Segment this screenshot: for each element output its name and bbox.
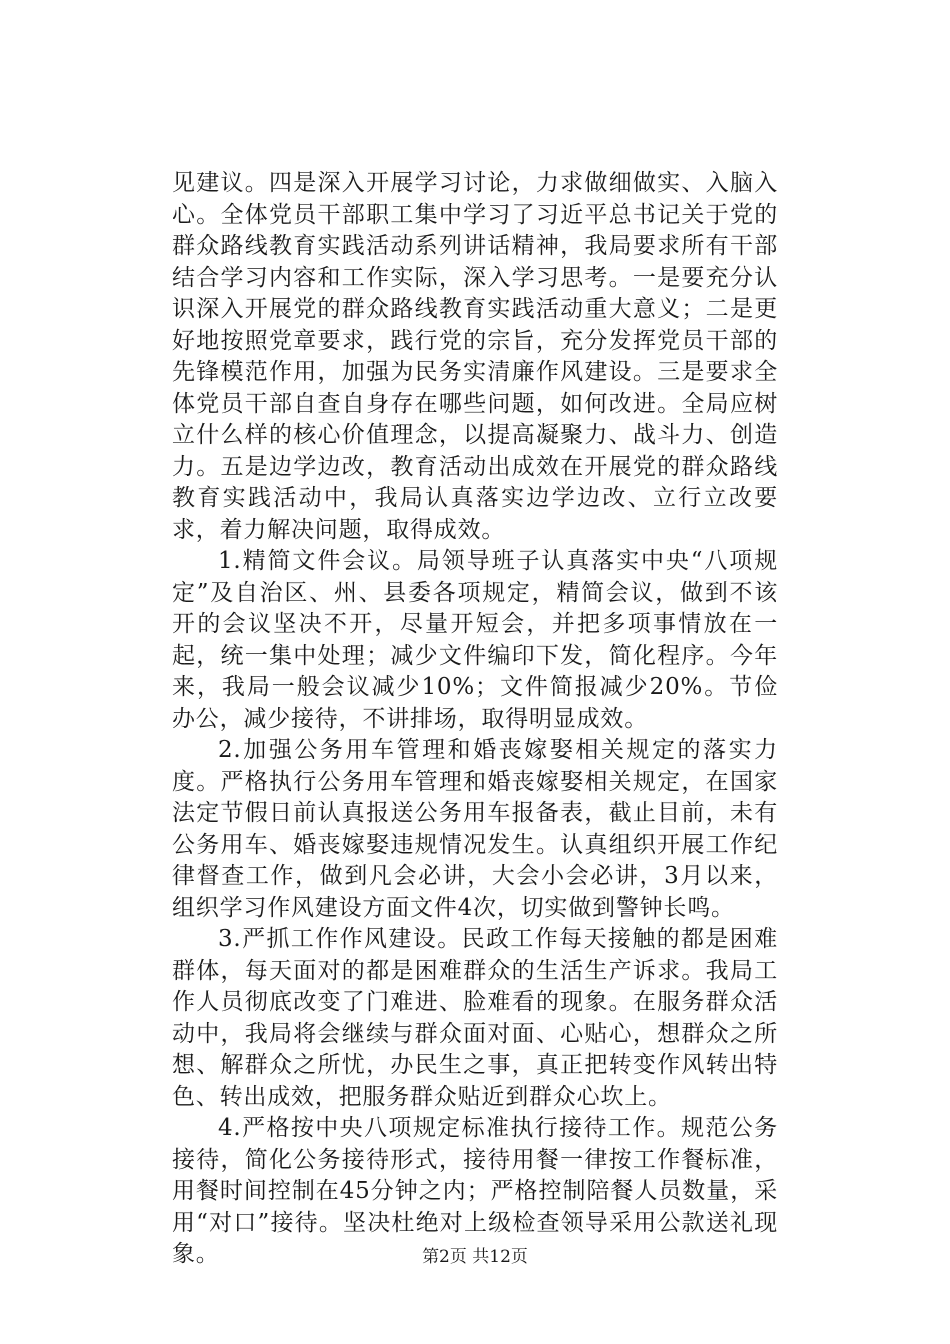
paragraph-item-4: 4.严格按中央八项规定标准执行接待工作。规范公务接待，简化公务接待形式，接待用餐一律按工作餐标准，用餐时间控制在45分钟之内；严格控制陪餐人员数量，采用“对口”接待。坚决杜绝对上级检查领导采用公款送礼现象。 [172,1115,778,1267]
paragraph-item-1: 1.精简文件会议。局领导班子认真落实中央“八项规定”及自治区、州、县委各项规定，精简会议，做到不该开的会议坚决不开，尽量开短会，并把多项事情放在一起，统一集中处理；减少文件编印下发，简化程序。今年来，我局一般会议减少10%；文件简报减少20%。节俭办公，减少接待，不讲排场，取得明显成效。 [172,548,778,732]
paragraph-item-2: 2.加强公务用车管理和婚丧嫁娶相关规定的落实力度。严格执行公务用车管理和婚丧嫁娶相关规定，在国家法定节假日前认真报送公务用车报备表，截止目前，未有公务用车、婚丧嫁娶违规情况发生。认真组织开展工作纪律督查工作，做到凡会必讲，大会小会必讲，3月以来，组织学习作风建设方面文件4次，切实做到警钟长鸣。 [172,737,778,921]
paragraph-continuation: 见建议。四是深入开展学习讨论，力求做细做实、入脑入心。全体党员干部职工集中学习了习近平总书记关于党的群众路线教育实践活动系列讲话精神，我局要求所有干部结合学习内容和工作实际，深入学习思考。一是要充分认识深入开展党的群众路线教育实践活动重大意义；二是更好地按照党章要求，践行党的宗旨，充分发挥党员干部的先锋模范作用，加强为民务实清廉作风建设。三是要求全体党员干部自查自身存在哪些问题，如何改进。全局应树立什么样的核心价值理念，以提高凝聚力、战斗力、创造力。五是边学边改，教育活动出成效在开展党的群众路线教育实践活动中，我局认真落实边学边改、立行立改要求，着力解决问题，取得成效。 [172,170,778,543]
document-body [172,168,778,1271]
paragraph-item-3: 3.严抓工作作风建设。民政工作每天接触的都是困难群体，每天面对的都是困难群众的生活生产诉求。我局工作人员彻底改变了门难进、脸难看的现象。在服务群众活动中，我局将会继续与群众面对面、心贴心，想群众之所想、解群众之所忧，办民生之事，真正把转变作风转出特色、转出成效，把服务群众贴近到群众心坎上。 [172,926,778,1110]
page-footer: 第2页 共12页 [422,1247,528,1267]
